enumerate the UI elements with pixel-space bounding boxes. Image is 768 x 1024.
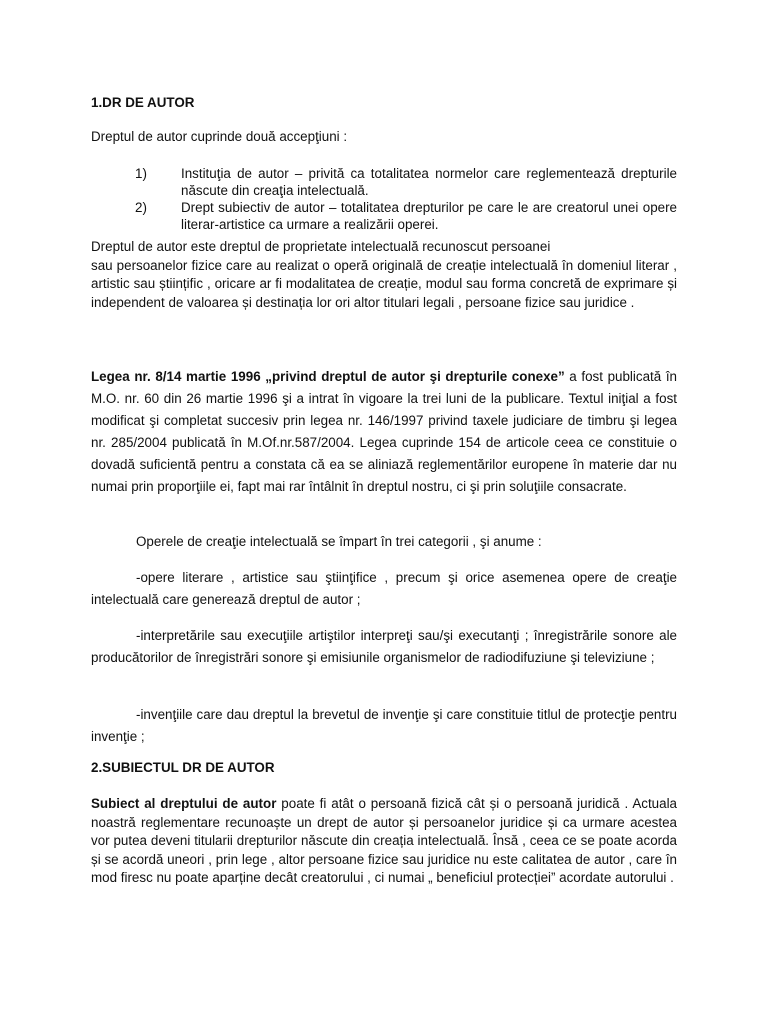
section-1-intro: Dreptul de autor cuprinde două accepţiuni : <box>91 129 348 144</box>
law-title: Legea nr. 8/14 martie 1996 „privind dreptul de autor şi drepturile conexe” <box>91 369 565 384</box>
list-number: 2) <box>135 200 147 215</box>
definition-list <box>91 165 677 233</box>
list-item <box>91 165 677 199</box>
category-item: -interpretările sau execuţiile artiştilor interpreţi sau/şi executanţi ; înregistrările sonore ale producătorilor de înregistrări sonore şi emisiunile organismelor de radiodifuziune şi televiziune ; <box>91 628 677 665</box>
law-paragraph <box>91 366 677 498</box>
list-text: Drept subiectiv de autor – totalitatea drepturilor pe care le are creatorul unei opere literar-artistice ca urmare a realizării operei. <box>181 200 677 232</box>
category-item: -invenţiile care dau dreptul la brevetul de invenţie şi care constituie titlul de protecţie pentru invenţie ; <box>91 707 677 744</box>
section-1-heading: 1.DR DE AUTOR <box>91 95 195 110</box>
subject-term: Subiect al dreptului de autor <box>91 796 277 811</box>
definition-rest: sau persoanelor fizice care au realizat o operă originală de creație intelectuală în domeniul literar , artistic sau științific , oricare ar fi modalitatea de creație, modul sau forma concretă de exprimare și independent de valoarea și destinația lor ori altor titulari legali , persoane fizice sau juridice . <box>91 257 677 310</box>
category-item: -opere literare , artistice sau ştiinţifice , precum şi orice asemenea opere de creaţie intelectuală care generează dreptul de autor ; <box>91 570 677 607</box>
subject-paragraph <box>91 795 677 888</box>
definition-paragraph <box>91 238 677 312</box>
law-text: a fost publicată în M.O. nr. 60 din 26 martie 1996 şi a intrat în vigoare la trei luni de la publicare. Textul iniţial a fost modificat şi completat succesiv prin legea nr. 146/1997 privind taxele judiciare de timbru şi legea nr. 285/2004 publicată în M.Of.nr.587/2004. Legea cuprinde 154 de articole ceea ce constituie o dovadă suficientă pentru a constata că ea se aliniază reglementărilor europene în materie dar nu numai prin proporţiile ei, fapt mai rar întâlnit în dreptul nostru, ci şi prin soluţiile consacrate. <box>91 369 677 494</box>
list-item <box>91 199 677 233</box>
definition-first-line: Dreptul de autor este dreptul de proprietate intelectuală recunoscut persoanei <box>91 239 551 254</box>
subject-text: poate fi atât o persoană fizică cât și o persoană juridică . Actuala noastră reglementare recunoaște un drept de autor și persoanelor juridice și ca urmare acestea vor putea deveni titularii drepturilor născute din creația intelectuală. Însă , ceea ce se poate acorda și se acordă uneori , prin lege , altor persoane fizice sau juridice nu este calitatea de autor , care în mod firesc nu poate aparține decât creatorului , ci numai „ beneficiul protecției” acordate autorului . <box>91 796 677 885</box>
section-2-heading: 2.SUBIECTUL DR DE AUTOR <box>91 760 275 775</box>
list-number: 1) <box>135 166 147 181</box>
list-text: Instituţia de autor – privită ca totalitatea normelor care reglementează drepturile născute din creaţia intelectuală. <box>181 166 677 198</box>
categories-intro: Operele de creaţie intelectuală se împart în trei categorii , şi anume : <box>136 534 542 549</box>
